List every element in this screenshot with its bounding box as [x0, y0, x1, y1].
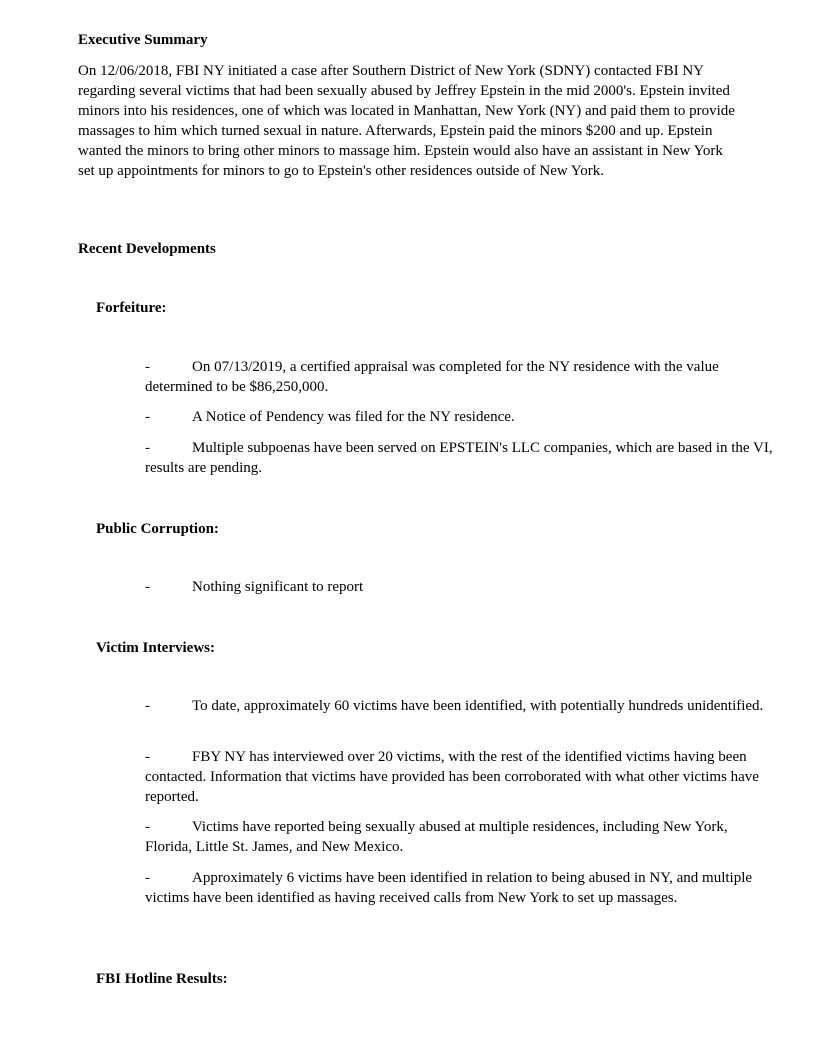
bullet-dash: - — [145, 698, 150, 714]
bullet-dash: - — [145, 819, 150, 835]
bullet-text: FBY NY has interviewed over 20 victims, with the rest of the identified victims having been contacted. Information that victims have provided has been corroborated with what other victims have reported. — [145, 749, 759, 805]
bullet-text: On 07/13/2019, a certified appraisal was completed for the NY residence with the value determined to be $86,250,000. — [145, 359, 719, 395]
victim-interviews-item-4 — [145, 868, 775, 908]
bullet-text: To date, approximately 60 victims have been identified, with potentially hundreds unidentified. — [192, 698, 764, 714]
recent-developments-heading: Recent Developments — [78, 241, 216, 257]
executive-summary-text: On 12/06/2018, FBI NY initiated a case after Southern District of New York (SDNY) contacted FBI NY regarding several victims that had been sexually abused by Jeffrey Epstein in the mid 2000's. Epstein invited minors into his residences, one of which was located in Manhattan, New York (NY) and paid them to provide massages to him which turned sexual in nature. Afterwards, Epstein paid the minors $200 and up. Epstein wanted the minors to bring other minors to massage him. Epstein would also have an assistant in New York set up appointments for minors to go to Epstein's other residences outside of New York. — [78, 63, 735, 179]
victim-interviews-item-1 — [145, 696, 775, 716]
bullet-dash: - — [145, 749, 150, 765]
victim-interviews-item-3 — [145, 817, 775, 857]
forfeiture-heading: Forfeiture: — [96, 300, 167, 316]
forfeiture-item-3 — [145, 438, 775, 478]
bullet-dash: - — [145, 409, 150, 425]
bullet-dash: - — [145, 579, 150, 595]
forfeiture-item-2 — [145, 407, 775, 427]
bullet-text: Victims have reported being sexually abused at multiple residences, including New York, Florida, Little St. James, and New Mexico. — [145, 819, 728, 855]
fbi-hotline-heading: FBI Hotline Results: — [96, 971, 228, 987]
bullet-dash: - — [145, 440, 150, 456]
forfeiture-item-1 — [145, 357, 775, 397]
bullet-text: Nothing significant to report — [192, 579, 364, 595]
victim-interviews-item-2 — [145, 747, 775, 807]
public-corruption-heading: Public Corruption: — [96, 521, 219, 537]
executive-summary-heading: Executive Summary — [78, 32, 208, 48]
bullet-text: A Notice of Pendency was filed for the NY residence. — [192, 409, 515, 425]
bullet-dash: - — [145, 870, 150, 886]
public-corruption-item-1 — [145, 577, 775, 597]
bullet-text: Approximately 6 victims have been identified in relation to being abused in NY, and multiple victims have been identified as having received calls from New York to set up massages. — [145, 870, 753, 906]
bullet-text: Multiple subpoenas have been served on EPSTEIN's LLC companies, which are based in the VI, results are pending. — [145, 440, 773, 476]
victim-interviews-heading: Victim Interviews: — [96, 640, 215, 656]
bullet-dash: - — [145, 359, 150, 375]
